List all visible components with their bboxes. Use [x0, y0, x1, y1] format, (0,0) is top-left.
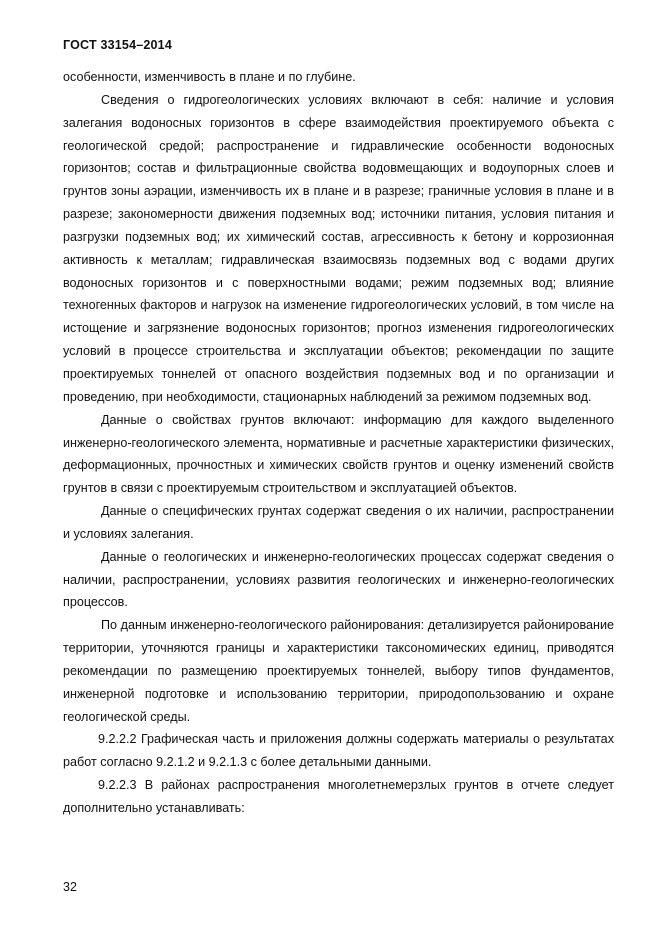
paragraph-zoning: По данным инженерно-геологического районирования: детализируется районирование территории, уточняются границы и характеристики таксономических единиц, приводятся рекомендации по размещению проектируемых тоннелей, выбору типов фундаментов, инженерной подготовке и использованию территории, природопользованию и охране геологической среды. [63, 618, 614, 724]
paragraph-hydrogeology: Сведения о гидрогеологических условиях включают в себя: наличие и условия залегания водоносных горизонтов в сфере взаимодействия проектируемого объекта с геологической средой; распространение и гидравлические особенности водоносных горизонтов; состав и фильтрационные свойства водовмещающих и водоупорных слоев и грунтов зоны аэрации, изменчивость их в плане и в разрезе; граничные условия в плане и в разрезе; закономерности движения подземных вод; источники питания, условия питания и разгрузки подземных вод; их химический состав, агрессивность к бетону и коррозионная активность к металлам; гидравлическая взаимосвязь подземных вод с водами других водоносных горизонтов и с поверхностными водами; режим подземных вод; влияние техногенных факторов и нагрузок на изменение гидрогеологических условий, в том числе на истощение и загрязнение водоносных горизонтов; прогноз изменения гидрогеологических условий в процессе строительства и эксплуатации объектов; рекомендации по защите проектируемых тоннелей от опасного воздействия подземных вод и по организации и проведению, при необходимости, стационарных наблюдений за режимом подземных вод. [63, 92, 614, 404]
paragraph-soil-properties: Данные о свойствах грунтов включают: информацию для каждого выделенного инженерно-геологического элемента, нормативные и расчетные характеристики физических, деформационных, прочностных и химических свойств грунтов и оценку изменений свойств грунтов в связи с проектируемым строительством и эксплуатацией объектов. [63, 412, 614, 496]
page-number: 32 [63, 880, 77, 894]
document-body [63, 66, 614, 820]
paragraph-section-9-2-2-3: 9.2.2.3 В районах распространения многолетнемерзлых грунтов в отчете следует дополнительно устанавливать: [63, 778, 614, 815]
paragraph-section-9-2-2-2: 9.2.2.2 Графическая часть и приложения должны содержать материалы о результатах работ согласно 9.2.1.2 и 9.2.1.3 с более детальными данными. [63, 732, 614, 770]
paragraph-specific-soils: Данные о специфических грунтах содержат сведения о их наличии, распространении и условиях залегания. [63, 504, 614, 541]
paragraph-continuation: особенности, изменчивость в плане и по глубине. [63, 70, 356, 84]
standard-header: ГОСТ 33154–2014 [63, 38, 172, 52]
paragraph-geological-processes: Данные о геологических и инженерно-геологических процессах содержат сведения о наличии, распространении, условиях развития геологических и инженерно-геологических процессов. [63, 549, 614, 610]
